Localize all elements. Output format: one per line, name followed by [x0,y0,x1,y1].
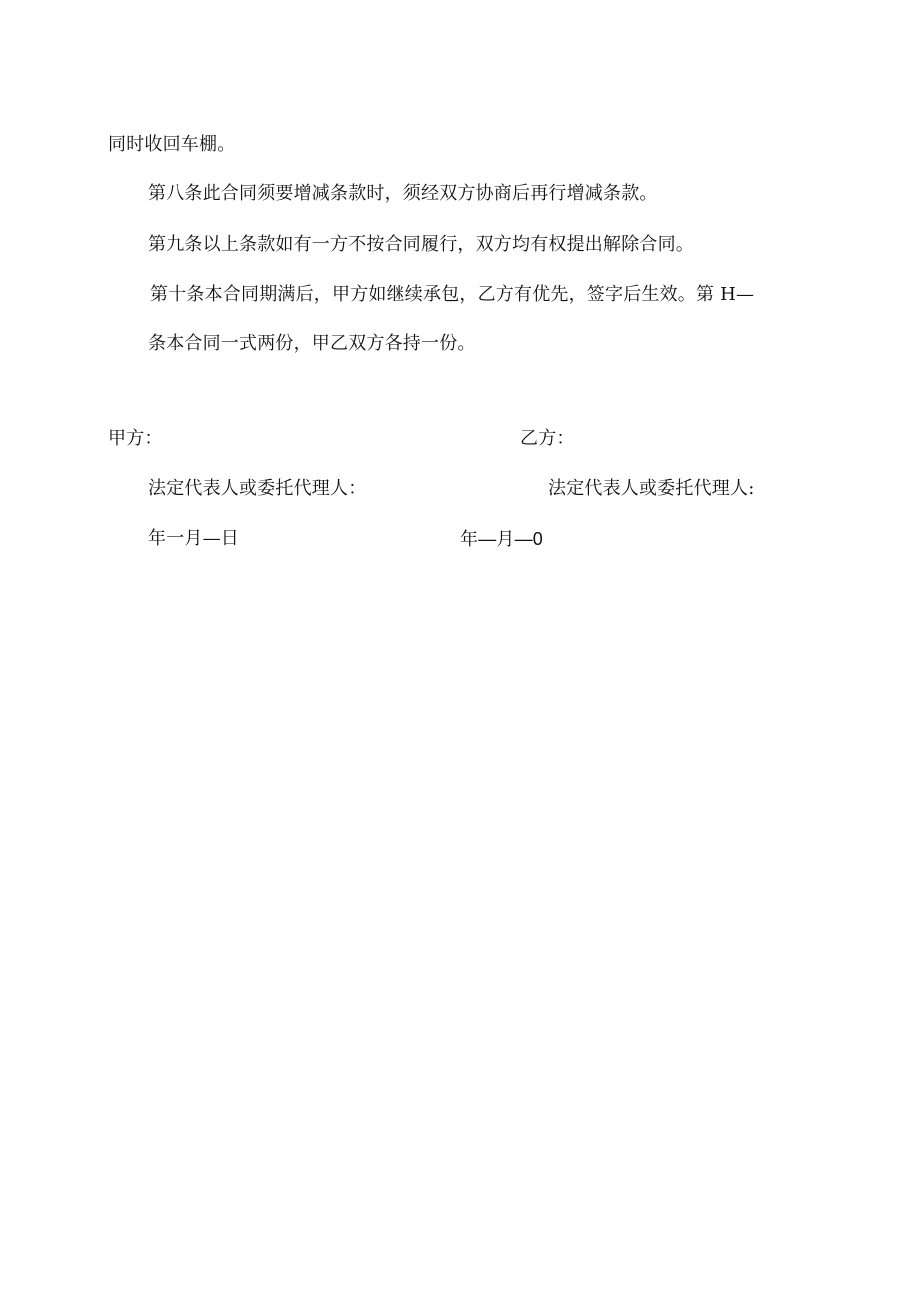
party-a-representative: 法定代表人或委托代理人： [148,478,367,499]
party-b-date: 年—月—0 [460,529,544,549]
party-b-label: 乙方： [520,428,575,449]
party-a-label: 甲方： [108,428,163,449]
clause-eleven: 条本合同一式两份，甲乙双方各持一份。 [148,333,476,354]
party-a-date: 年一月—日 [148,528,239,549]
clause-eight: 第八条此合同须要增减条款时，须经双方协商后再行增减条款。 [148,183,658,204]
paragraph-line: 同时收回车棚。 [108,134,236,155]
clause-ten: 第十条本合同期满后，甲方如继续承包，乙方有优先，签字后生效。第 H— [150,284,755,305]
clause-nine: 第九条以上条款如有一方不按合同履行，双方均有权提出解除合同。 [148,234,694,255]
party-b-representative: 法定代表人或委托代理人: [548,478,755,499]
